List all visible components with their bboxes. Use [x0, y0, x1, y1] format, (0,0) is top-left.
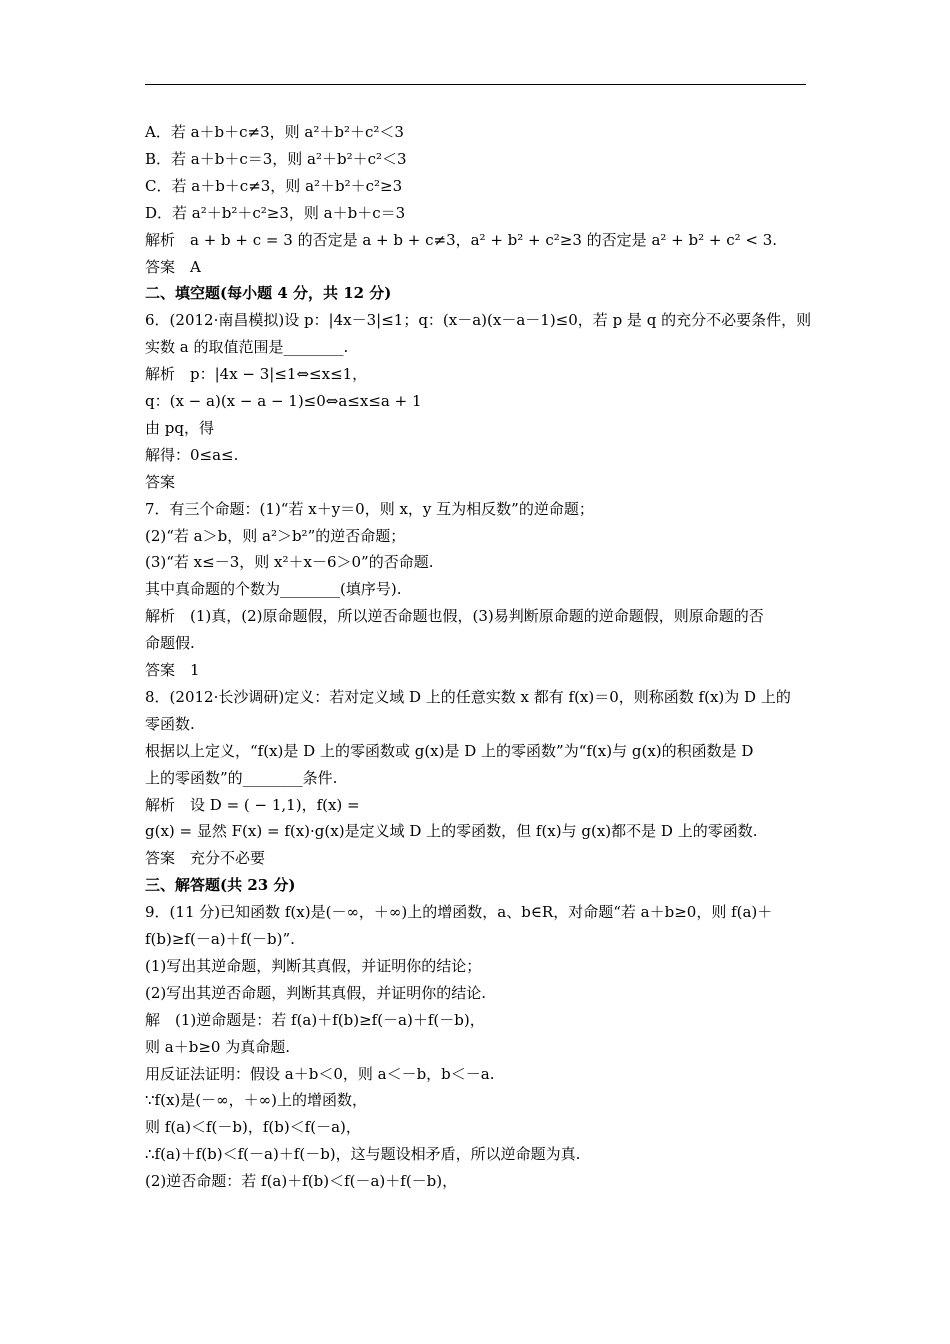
text-line: 则 f(a)＜f(－b)，f(b)＜f(－a)， [145, 1118, 361, 1137]
text-line: 8．(2012·长沙调研)定义：若对定义域 D 上的任意实数 x 都有 f(x)＝0，则称函数 f(x)为 D 上的 [145, 687, 791, 706]
text-line: 零函数. [145, 714, 195, 733]
text-line: 命题假. [145, 634, 195, 653]
text-line: 解析 (1)真，(2)原命题假，所以逆否命题也假，(3)易判断原命题的逆命题假，则原命题的否 [145, 607, 764, 626]
text-line: A．若 a＋b＋c≠3，则 a²＋b²＋c²＜3 [145, 123, 404, 141]
text-line: 用反证法证明：假设 a＋b＜0，则 a＜－b，b＜－a. [145, 1064, 495, 1083]
text-line: q：(x − a)(x − a − 1)≤0⇔a≤x≤a + 1 [145, 392, 422, 410]
text-line: D．若 a²＋b²＋c²≥3，则 a＋b＋c＝3 [145, 203, 406, 222]
text-line: 解析 a + b + c = 3 的否定是 a + b + c≠3，a² + b² + c²≥3 的否定是 a² + b² + c² < 3. [145, 230, 778, 249]
text-line: ∵f(x)是(－∞，＋∞)上的增函数， [145, 1091, 367, 1110]
text-line: C．若 a＋b＋c≠3，则 a²＋b²＋c²≥3 [145, 176, 403, 195]
text-line: 解析 设 D = ( − 1,1)，f(x) = [145, 795, 360, 814]
text-line: 其中真命题的个数为________(填序号). [145, 580, 402, 599]
text-line: ∴f(a)＋f(b)＜f(－a)＋f(－b)，这与题设相矛盾，所以逆命题为真. [145, 1145, 581, 1164]
text-line: 根据以上定义，“f(x)是 D 上的零函数或 g(x)是 D 上的零函数”为“f(x)与 g(x)的积函数是 D [145, 741, 754, 760]
text-line: B．若 a＋b＋c＝3，则 a²＋b²＋c²＜3 [145, 149, 407, 168]
text-line: 答案 1 [145, 661, 200, 679]
text-line: 6．(2012·南昌模拟)设 p：|4x－3|≤1；q：(x－a)(x－a－1)≤0，若 p 是 q 的充分不必要条件，则 [145, 311, 812, 330]
text-line: 三、解答题(共 23 分) [145, 876, 296, 895]
text-line: 解得：0≤a≤. [145, 445, 239, 464]
text-line: 由 pq，得 [145, 418, 214, 437]
text-line: 9．(11 分)已知函数 f(x)是(－∞，＋∞)上的增函数，a、b∈R，对命题“若 a＋b≥0，则 f(a)＋ [145, 903, 773, 922]
text-line: 实数 a 的取值范围是________. [145, 338, 349, 357]
text-line: 解析 p：|4x − 3|≤1⇔≤x≤1， [145, 365, 368, 384]
text-line: (2)逆否命题：若 f(a)＋f(b)＜f(－a)＋f(－b)， [145, 1172, 458, 1191]
text-line: 答案 A [145, 257, 201, 276]
header-rule [145, 84, 806, 85]
text-line: 解 (1)逆命题是：若 f(a)＋f(b)≥f(－a)＋f(－b)， [145, 1010, 485, 1029]
text-line: g(x) = 显然 F(x) = f(x)·g(x)是定义域 D 上的零函数，但 f(x)与 g(x)都不是 D 上的零函数. [145, 822, 758, 841]
text-line: f(b)≥f(－a)＋f(－b)”. [145, 930, 295, 948]
text-line: 答案 [145, 472, 176, 491]
text-line: (2)写出其逆否命题，判断其真假，并证明你的结论. [145, 983, 487, 1002]
text-line: (2)“若 a＞b，则 a²＞b²”的逆否命题； [145, 526, 406, 545]
text-line: 上的零函数”的________条件. [145, 768, 338, 787]
text-line: (3)“若 x≤－3，则 x²＋x－6＞0”的否命题. [145, 553, 434, 572]
text-line: 二、填空题(每小题 4 分，共 12 分) [145, 284, 392, 303]
text-line: 7．有三个命题：(1)“若 x＋y＝0，则 x，y 互为相反数”的逆命题； [145, 499, 594, 518]
text-line: (1)写出其逆命题，判断其真假，并证明你的结论； [145, 956, 482, 975]
text-line: 答案 充分不必要 [145, 849, 266, 868]
text-line: 则 a＋b≥0 为真命题. [145, 1037, 290, 1056]
